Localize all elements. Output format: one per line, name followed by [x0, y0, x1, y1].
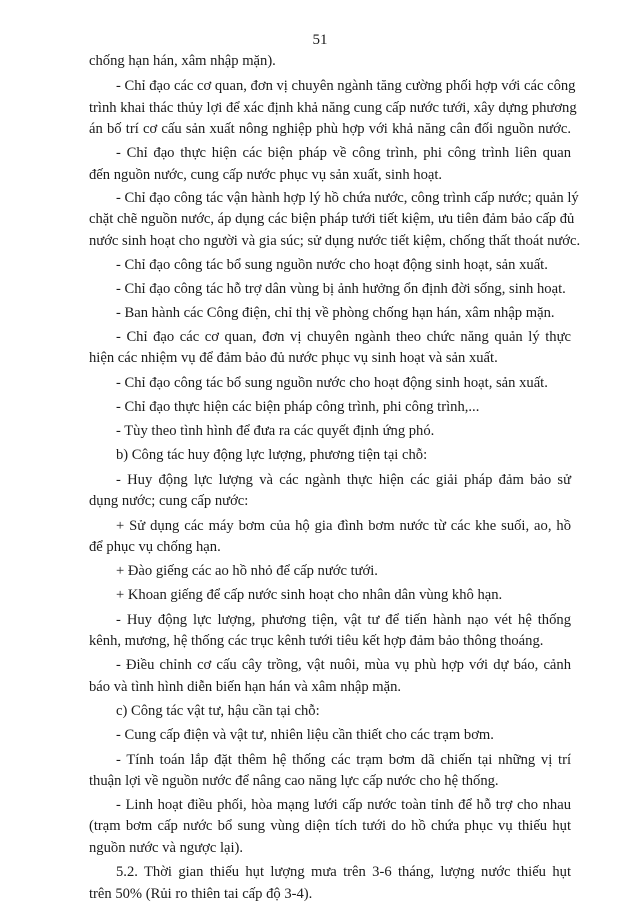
text-line: nước sinh hoạt cho người và gia súc; sử dụng nước tiết kiệm, chống thất thoát nước. [89, 233, 581, 249]
text-line: trên 50% (Rủi ro thiên tai cấp độ 3-4). [89, 886, 313, 902]
text-line: - Chỉ đạo công tác hỗ trợ dân vùng bị ảnh hưởng ổn định đời sống, sinh hoạt. [116, 281, 566, 297]
text-line: - Tùy theo tình hình để đưa ra các quyết định ứng phó. [116, 423, 435, 439]
text-line: 5.2. Thời gian thiếu hụt lượng mưa trên 3-6 tháng, lượng nước thiếu hụt [116, 864, 571, 880]
text-line: b) Công tác huy động lực lượng, phương tiện tại chỗ: [116, 447, 428, 463]
page-number: 51 [312, 32, 328, 48]
text-line: đến nguồn nước, cung cấp nước phục vụ sản xuất, sinh hoạt. [89, 167, 443, 183]
text-line: c) Công tác vật tư, hậu cần tại chỗ: [116, 703, 320, 719]
text-line: + Khoan giếng để cấp nước sinh hoạt cho nhân dân vùng khô hạn. [116, 587, 503, 603]
text-line: - Tính toán lắp đặt thêm hệ thống các trạm bơm dã chiến tại những vị trí [116, 752, 571, 768]
text-line: - Chỉ đạo các cơ quan, đơn vị chuyên ngành tăng cường phối hợp với các công [116, 78, 576, 94]
text-line: án bố trí cơ cấu sản xuất nông nghiệp phù hợp với khả năng cân đối nguồn nước. [89, 121, 571, 137]
text-line: + Đào giếng các ao hồ nhỏ để cấp nước tưới. [116, 563, 378, 579]
text-line: trình khai thác thủy lợi để xác định khả năng cung cấp nước tưới, xây dựng phương [89, 100, 577, 116]
text-line: - Chỉ đạo thực hiện các biện pháp về công trình, phi công trình liên quan [116, 145, 571, 161]
text-line: - Chỉ đạo công tác vận hành hợp lý hồ chứa nước, công trình cấp nước; quản lý [116, 190, 579, 206]
text-line: để phục vụ chống hạn. [89, 539, 221, 555]
text-line: kênh, mương, hệ thống các trục kênh tưới tiêu kết hợp đảm bảo thông thoáng. [89, 633, 544, 649]
text-line: - Huy động lực lượng và các ngành thực hiện các giải pháp đảm bảo sử [116, 472, 571, 488]
text-line: - Huy động lực lượng, phương tiện, vật tư để tiến hành nạo vét hệ thống [116, 612, 571, 628]
text-line: - Chỉ đạo công tác bổ sung nguồn nước cho hoạt động sinh hoạt, sản xuất. [116, 375, 548, 391]
text-line: thuận lợi về nguồn nước để nâng cao năng lực cấp nước cho hệ thống. [89, 773, 499, 789]
text-line: - Chỉ đạo công tác bổ sung nguồn nước cho hoạt động sinh hoạt, sản xuất. [116, 257, 548, 273]
text-line: - Ban hành các Công điện, chỉ thị về phòng chống hạn hán, xâm nhập mặn. [116, 305, 555, 321]
text-line: chống hạn hán, xâm nhập mặn). [89, 53, 276, 69]
text-line: - Cung cấp điện và vật tư, nhiên liệu cần thiết cho các trạm bơm. [116, 727, 494, 743]
text-line: hiện các nhiệm vụ để đảm bảo đủ nước phục vụ sinh hoạt và sản xuất. [89, 350, 498, 366]
text-line: - Điều chỉnh cơ cấu cây trồng, vật nuôi, mùa vụ phù hợp với dự báo, cảnh [116, 657, 571, 673]
text-line: dụng nước; cung cấp nước: [89, 493, 249, 509]
text-line: chặt chẽ nguồn nước, áp dụng các biện pháp tưới tiết kiệm, ưu tiên đảm bảo cấp đủ [89, 211, 575, 227]
text-line: - Linh hoạt điều phối, hòa mạng lưới cấp nước toàn tỉnh để hỗ trợ cho nhau [116, 797, 571, 813]
text-line: nguồn nước và ngược lại). [89, 840, 244, 856]
text-line: báo và tình hình diễn biến hạn hán và xâm nhập mặn. [89, 679, 402, 695]
text-line: - Chỉ đạo các cơ quan, đơn vị chuyên ngành theo chức năng quản lý thực [116, 329, 571, 345]
text-line: - Chỉ đạo thực hiện các biện pháp công trình, phi công trình,... [116, 399, 480, 415]
text-line: (trạm bơm cấp nước bổ sung vùng diện tích tưới do hồ chứa phục vụ thiếu hụt [89, 818, 571, 834]
text-line: + Sử dụng các máy bơm của hộ gia đình bơm nước từ các khe suối, ao, hồ [116, 518, 571, 534]
